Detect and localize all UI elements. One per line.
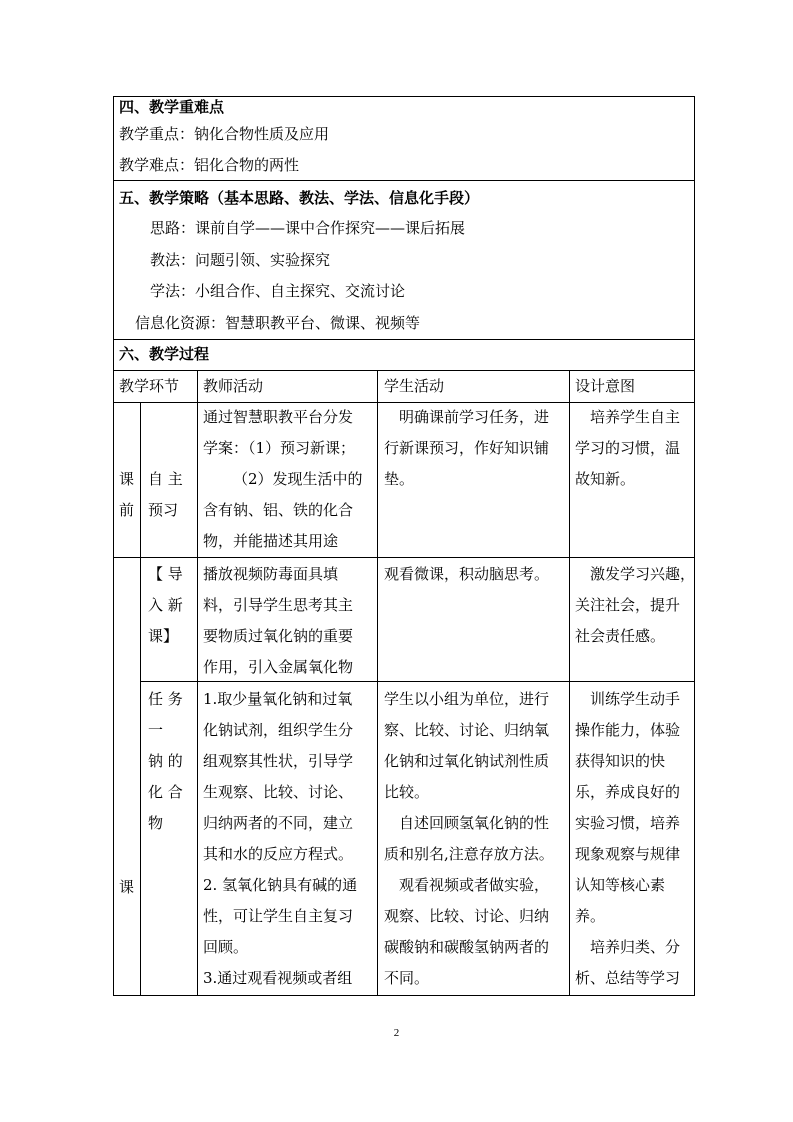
row2-intent-line-1: 激发学习兴趣， [590,565,696,583]
row3-student-line-8: 观察、比较、讨论、归纳 [384,907,550,925]
row1-intent-line-3: 故知新。 [575,470,636,488]
row1-student-line-1: 明确课前学习任务，进 [399,408,550,426]
row3-intent-line-6: 现象观察与规律 [575,845,681,863]
row1-segment-1: 自 主 [148,470,183,488]
row3-teacher-line-6: 其和水的反应方程式。 [203,845,354,863]
strategy-resources: 信息化资源：智慧职教平台、微课、视频等 [135,314,421,332]
page-number: 2 [393,1027,400,1039]
row2-teacher-line-3: 要物质过氧化钠的重要 [203,627,354,645]
strategy-idea: 思路：课前自学——课中合作探究——课后拓展 [150,219,466,237]
row1-segment-2: 预习 [148,501,179,519]
rule-intro-bottom [140,681,695,682]
row1-teacher-line-2: 学案：（1）预习新课； [203,439,356,457]
row3-student-line-9: 碳酸钠和碳酸氢钠两者的 [384,938,550,956]
row2-teacher-line-4: 作用，引入金属氧化物 [203,658,354,676]
row2-segment-1: 【 导 [148,565,183,583]
row2-intent-line-2: 关注社会，提升 [575,596,681,614]
row3-intent-line-8: 养。 [575,907,606,925]
column-header-student: 学生活动 [384,377,445,395]
row3-teacher-line-10: 3.通过观看视频或者组 [203,969,353,987]
row3-student-line-6: 质和别名,注意存放方法。 [384,845,554,863]
difficult-point-text: 教学难点：铝化合物的两性 [119,156,300,174]
rule-section6-top [113,339,695,340]
rule-column-header-top [113,370,695,371]
row2-student-line-1: 观看微课，积动脑思考。 [384,565,550,583]
row3-intent-line-4: 乐，养成良好的 [575,783,681,801]
row3-teacher-line-2: 化钠试剂，组织学生分 [203,721,354,739]
stage-pre-class-2: 前 [119,501,135,519]
row1-student-line-3: 垫。 [384,470,415,488]
row2-segment-3: 课】 [148,627,179,645]
rule-column-header-bottom [113,402,695,403]
stage-in-class: 课 [119,878,135,896]
row3-teacher-line-3: 组观察其性状，引导学 [203,752,354,770]
row1-intent-line-2: 学习的习惯，温 [575,439,681,457]
row1-teacher-line-5: 物，并能描述其用途 [203,532,339,550]
stage-pre-class-1: 课 [119,470,135,488]
row3-teacher-line-8: 性，可让学生自主复习 [203,907,354,925]
row3-student-line-1: 学生以小组为单位，进行 [384,690,550,708]
row3-intent-line-10: 析、总结等学习 [575,969,681,987]
row1-intent-line-1: 培养学生自主 [590,408,681,426]
rule-pre-class-bottom [113,557,695,558]
row1-student-line-2: 行新课预习，作好知识铺 [384,439,550,457]
strategy-teaching-method: 教法：问题引领、实验探究 [150,251,331,269]
rule-col-intent [569,370,570,996]
row3-student-line-2: 察、比较、讨论、归纳氧 [384,721,550,739]
column-header-teacher: 教师活动 [203,377,264,395]
column-header-intent: 设计意图 [575,377,636,395]
rule-section5-top [113,180,695,181]
row3-intent-line-3: 获得知识的快 [575,752,666,770]
section5-heading: 五、教学策略（基本思路、教法、学法、信息化手段） [119,189,480,207]
section6-heading: 六、教学过程 [119,345,210,363]
row3-student-line-4: 比较。 [384,783,430,801]
rule-col-student [377,370,378,996]
column-header-stage: 教学环节 [119,377,180,395]
row3-student-line-7: 观看视频或者做实验， [399,876,550,894]
row3-student-line-5: 自述回顾氢氧化钠的性 [399,814,550,832]
row1-teacher-line-1: 通过智慧职教平台分发 [203,408,354,426]
row3-segment-1: 任 务 [148,690,183,708]
row3-teacher-line-5: 归纳两者的不同，建立 [203,814,354,832]
rule-col-teacher [197,370,198,996]
row2-teacher-line-1: 播放视频防毒面具填 [203,565,339,583]
row1-teacher-line-3: （2）发现生活中的 [233,470,363,488]
row3-intent-line-9: 培养归类、分 [590,938,681,956]
row3-intent-line-5: 实验习惯，培养 [575,814,681,832]
row2-intent-line-3: 社会责任感。 [575,627,666,645]
row3-segment-3: 钠 的 [148,752,183,770]
section4-heading: 四、教学重难点 [119,98,225,116]
row3-teacher-line-7: 2. 氢氧化钠具有碱的通 [203,876,358,894]
row2-segment-2: 入 新 [148,596,183,614]
row1-teacher-line-4: 含有钠、铝、铁的化合 [203,501,354,519]
row3-student-line-10: 不同。 [384,969,430,987]
row3-student-line-3: 化钠和过氧化钠试剂性质 [384,752,550,770]
row3-segment-4: 化 合 [148,783,183,801]
key-point-text: 教学重点：钠化合物性质及应用 [119,125,330,143]
row3-teacher-line-4: 生观察、比较、讨论、 [203,783,354,801]
row3-teacher-line-9: 回顾。 [203,938,249,956]
row3-intent-line-2: 操作能力，体验 [575,721,681,739]
row3-segment-5: 物 [148,814,164,832]
row3-teacher-line-1: 1.取少量氧化钠和过氧 [203,690,353,708]
row2-teacher-line-2: 料，引导学生思考其主 [203,596,354,614]
row3-intent-line-7: 认知等核心素 [575,876,666,894]
strategy-learning-method: 学法：小组合作、自主探究、交流讨论 [150,282,406,300]
rule-col-segment [140,402,141,996]
row3-segment-2: 一 [148,721,164,739]
row3-intent-line-1: 训练学生动手 [590,690,681,708]
